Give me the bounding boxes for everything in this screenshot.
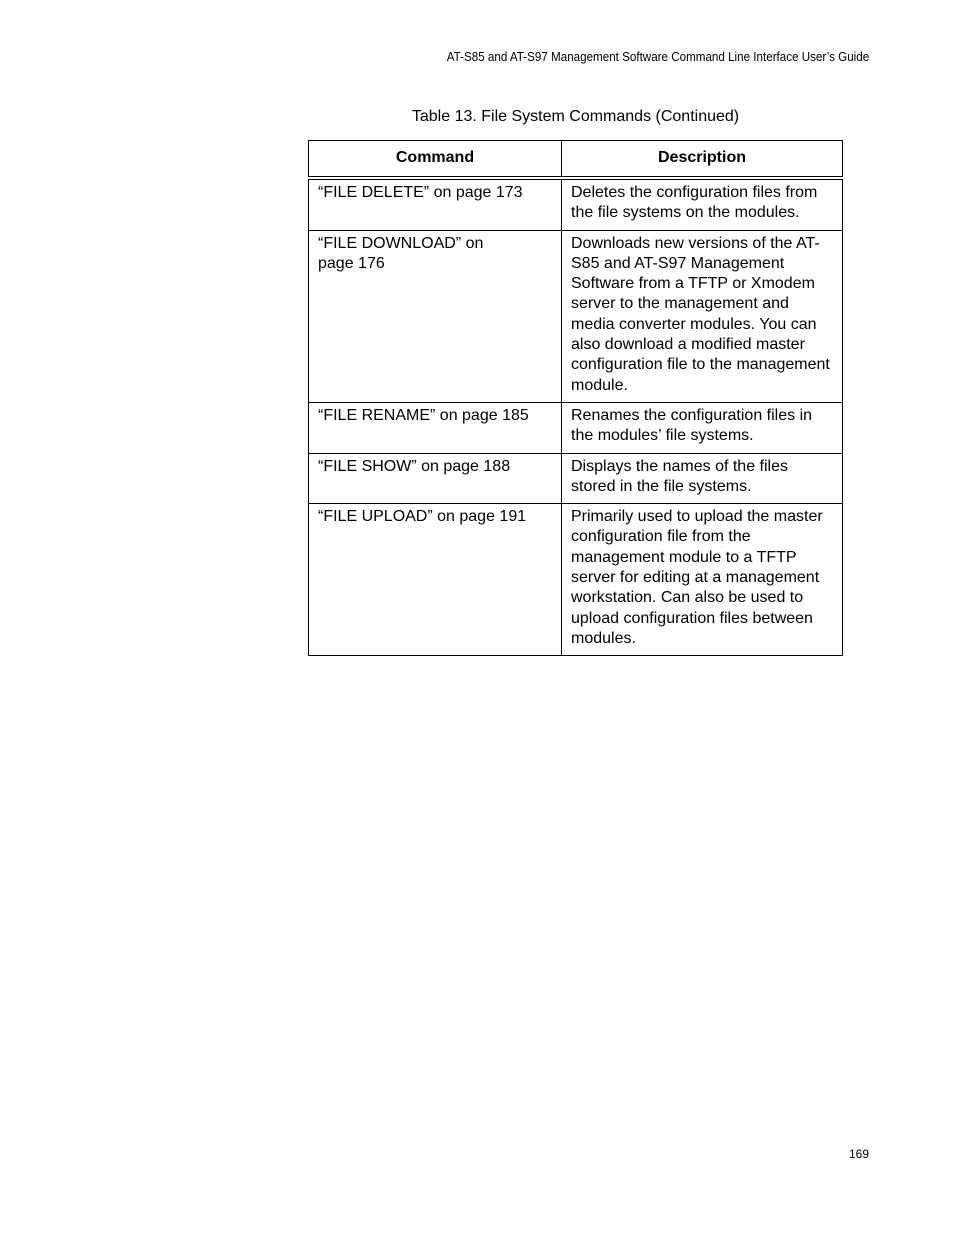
description-cell: Renames the configuration files in the modules’ file systems. (562, 402, 843, 453)
table-row (309, 178, 843, 230)
table-row (309, 453, 843, 504)
command-cell[interactable]: “FILE UPLOAD” on page 191 (309, 504, 562, 656)
table-row (309, 504, 843, 656)
table-row (309, 230, 843, 402)
description-cell: Displays the names of the files stored in the file systems. (562, 453, 843, 504)
table-caption: Table 13. File System Commands (Continued) (411, 108, 740, 125)
command-cell[interactable]: “FILE SHOW” on page 188 (309, 453, 562, 504)
column-header-command: Command (309, 141, 562, 179)
command-cell[interactable]: “FILE DOWNLOAD” on page 176 (309, 230, 562, 402)
description-cell: Deletes the configuration files from the file systems on the modules. (562, 178, 843, 230)
table-header-row (309, 141, 843, 179)
column-header-description: Description (562, 141, 843, 179)
command-cell[interactable]: “FILE RENAME” on page 185 (309, 402, 562, 453)
page-number: 169 (848, 1147, 869, 1161)
command-cell[interactable]: “FILE DELETE” on page 173 (309, 178, 562, 230)
table-row (309, 402, 843, 453)
running-header: AT-S85 and AT-S97 Management Software Command Line Interface User’s Guide (446, 50, 869, 64)
description-cell: Primarily used to upload the master configuration file from the management module to a TFTP server for editing at a management workstation. Can also be used to upload configuration files between modules. (562, 504, 843, 656)
file-system-commands-table (308, 140, 843, 656)
description-cell: Downloads new versions of the AT-S85 and AT-S97 Management Software from a TFTP or Xmodem server to the management and media converter modules. You can also download a modified master configuration file to the management module. (562, 230, 843, 402)
